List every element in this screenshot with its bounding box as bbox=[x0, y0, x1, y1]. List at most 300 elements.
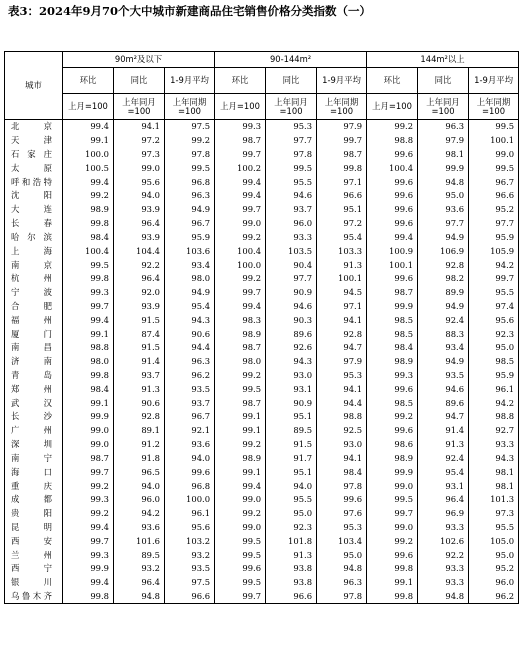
index-value-cell: 96.2 bbox=[165, 369, 215, 383]
index-value-cell: 99.9 bbox=[418, 161, 469, 175]
index-value-cell: 98.5 bbox=[367, 327, 418, 341]
index-value-cell: 95.5 bbox=[266, 493, 317, 507]
index-value-cell: 96.4 bbox=[418, 493, 469, 507]
index-value-cell: 99.2 bbox=[215, 507, 266, 521]
sub-column-header: 同比 bbox=[114, 68, 165, 94]
index-value-cell: 89.9 bbox=[418, 286, 469, 300]
city-name-cell: 北京 bbox=[5, 120, 63, 134]
index-value-cell: 99.8 bbox=[63, 369, 114, 383]
city-name-cell: 大连 bbox=[5, 203, 63, 217]
index-value-cell: 99.9 bbox=[63, 562, 114, 576]
index-value-cell: 99.5 bbox=[215, 382, 266, 396]
index-value-cell: 97.7 bbox=[418, 217, 469, 231]
index-value-cell: 99.7 bbox=[469, 272, 519, 286]
index-value-cell: 93.0 bbox=[266, 369, 317, 383]
index-value-cell: 94.3 bbox=[266, 355, 317, 369]
base-header: 上年同期=100 bbox=[317, 94, 367, 120]
index-value-cell: 94.2 bbox=[469, 396, 519, 410]
index-value-cell: 99.1 bbox=[215, 465, 266, 479]
index-value-cell: 99.2 bbox=[215, 272, 266, 286]
index-value-cell: 93.3 bbox=[469, 438, 519, 452]
city-name-cell: 海口 bbox=[5, 465, 63, 479]
index-value-cell: 99.5 bbox=[215, 534, 266, 548]
index-value-cell: 92.2 bbox=[418, 548, 469, 562]
index-value-cell: 99.7 bbox=[63, 534, 114, 548]
city-name-cell: 南京 bbox=[5, 258, 63, 272]
index-value-cell: 96.3 bbox=[317, 576, 367, 590]
index-value-cell: 95.3 bbox=[317, 521, 367, 535]
table-row bbox=[5, 548, 519, 562]
index-value-cell: 103.4 bbox=[317, 534, 367, 548]
index-value-cell: 99.4 bbox=[63, 313, 114, 327]
index-value-cell: 96.6 bbox=[317, 189, 367, 203]
index-value-cell: 103.5 bbox=[266, 244, 317, 258]
city-name-cell: 宁波 bbox=[5, 286, 63, 300]
city-name-cell: 合肥 bbox=[5, 300, 63, 314]
index-value-cell: 100.0 bbox=[215, 258, 266, 272]
index-value-cell: 96.2 bbox=[469, 590, 519, 604]
table-row bbox=[5, 355, 519, 369]
base-header: 上年同月=100 bbox=[114, 94, 165, 120]
index-value-cell: 99.7 bbox=[215, 590, 266, 604]
index-value-cell: 97.9 bbox=[317, 120, 367, 134]
index-value-cell: 99.4 bbox=[63, 120, 114, 134]
index-value-cell: 99.1 bbox=[215, 410, 266, 424]
index-value-cell: 96.7 bbox=[165, 217, 215, 231]
index-value-cell: 99.3 bbox=[63, 493, 114, 507]
index-value-cell: 94.9 bbox=[418, 231, 469, 245]
index-value-cell: 97.3 bbox=[114, 148, 165, 162]
index-value-cell: 94.1 bbox=[317, 313, 367, 327]
index-value-cell: 99.6 bbox=[317, 493, 367, 507]
index-value-cell: 97.5 bbox=[165, 120, 215, 134]
index-value-cell: 95.2 bbox=[469, 562, 519, 576]
table-row bbox=[5, 493, 519, 507]
index-value-cell: 99.5 bbox=[63, 258, 114, 272]
index-value-cell: 89.5 bbox=[266, 424, 317, 438]
index-value-cell: 99.9 bbox=[63, 410, 114, 424]
city-name-cell: 厦门 bbox=[5, 327, 63, 341]
city-name-cell: 武汉 bbox=[5, 396, 63, 410]
index-value-cell: 95.1 bbox=[266, 465, 317, 479]
index-value-cell: 98.3 bbox=[215, 313, 266, 327]
base-header: 上年同期=100 bbox=[469, 94, 519, 120]
index-value-cell: 103.6 bbox=[165, 244, 215, 258]
group-header-large: 144m²以上 bbox=[367, 52, 519, 68]
city-name-cell: 重庆 bbox=[5, 479, 63, 493]
index-value-cell: 99.6 bbox=[215, 562, 266, 576]
index-value-cell: 98.8 bbox=[469, 410, 519, 424]
index-value-cell: 99.1 bbox=[367, 576, 418, 590]
index-value-cell: 98.4 bbox=[367, 341, 418, 355]
index-value-cell: 99.8 bbox=[63, 217, 114, 231]
index-value-cell: 93.7 bbox=[165, 396, 215, 410]
index-value-cell: 97.9 bbox=[418, 134, 469, 148]
index-value-cell: 97.9 bbox=[317, 355, 367, 369]
table-row bbox=[5, 396, 519, 410]
city-name-cell: 呼和浩特 bbox=[5, 175, 63, 189]
index-value-cell: 99.6 bbox=[367, 382, 418, 396]
index-value-cell: 98.7 bbox=[215, 396, 266, 410]
index-value-cell: 96.3 bbox=[165, 189, 215, 203]
index-value-cell: 99.6 bbox=[367, 217, 418, 231]
index-value-cell: 94.9 bbox=[165, 286, 215, 300]
index-value-cell: 98.5 bbox=[469, 355, 519, 369]
index-value-cell: 92.7 bbox=[469, 424, 519, 438]
index-value-cell: 96.3 bbox=[165, 355, 215, 369]
city-name-cell: 太原 bbox=[5, 161, 63, 175]
base-header: 上月=100 bbox=[367, 94, 418, 120]
city-name-cell: 上海 bbox=[5, 244, 63, 258]
table-row bbox=[5, 189, 519, 203]
table-row bbox=[5, 313, 519, 327]
index-value-cell: 100.1 bbox=[367, 258, 418, 272]
table-row bbox=[5, 424, 519, 438]
index-value-cell: 95.9 bbox=[165, 231, 215, 245]
index-value-cell: 95.6 bbox=[165, 521, 215, 535]
index-value-cell: 93.8 bbox=[266, 562, 317, 576]
index-value-cell: 98.5 bbox=[367, 396, 418, 410]
index-value-cell: 97.6 bbox=[317, 507, 367, 521]
index-value-cell: 95.9 bbox=[469, 231, 519, 245]
index-value-cell: 91.5 bbox=[114, 313, 165, 327]
index-value-cell: 99.4 bbox=[63, 576, 114, 590]
index-value-cell: 99.2 bbox=[367, 410, 418, 424]
index-value-cell: 92.4 bbox=[418, 313, 469, 327]
index-value-cell: 93.7 bbox=[114, 369, 165, 383]
index-value-cell: 98.7 bbox=[215, 134, 266, 148]
index-value-cell: 98.4 bbox=[63, 382, 114, 396]
index-value-cell: 89.6 bbox=[266, 327, 317, 341]
table-row bbox=[5, 410, 519, 424]
index-value-cell: 94.1 bbox=[114, 120, 165, 134]
index-value-cell: 97.5 bbox=[165, 576, 215, 590]
index-value-cell: 94.3 bbox=[165, 313, 215, 327]
index-value-cell: 97.2 bbox=[317, 217, 367, 231]
index-value-cell: 102.6 bbox=[418, 534, 469, 548]
index-value-cell: 94.0 bbox=[114, 479, 165, 493]
index-value-cell: 93.4 bbox=[418, 341, 469, 355]
index-value-cell: 94.1 bbox=[317, 382, 367, 396]
index-value-cell: 95.2 bbox=[469, 203, 519, 217]
index-value-cell: 94.0 bbox=[165, 452, 215, 466]
index-value-cell: 101.3 bbox=[469, 493, 519, 507]
index-value-cell: 98.9 bbox=[367, 355, 418, 369]
index-value-cell: 99.8 bbox=[367, 562, 418, 576]
index-value-cell: 90.9 bbox=[266, 396, 317, 410]
index-value-cell: 100.5 bbox=[63, 161, 114, 175]
index-value-cell: 99.9 bbox=[367, 465, 418, 479]
index-value-cell: 94.9 bbox=[418, 355, 469, 369]
index-value-cell: 97.4 bbox=[469, 300, 519, 314]
sub-column-header: 1-9月平均 bbox=[317, 68, 367, 94]
index-value-cell: 99.5 bbox=[215, 548, 266, 562]
table-row bbox=[5, 327, 519, 341]
table-header bbox=[5, 52, 519, 120]
city-name-cell: 哈尔滨 bbox=[5, 231, 63, 245]
index-value-cell: 99.3 bbox=[63, 286, 114, 300]
city-name-cell: 南昌 bbox=[5, 341, 63, 355]
city-name-cell: 南宁 bbox=[5, 452, 63, 466]
index-value-cell: 98.0 bbox=[63, 355, 114, 369]
index-value-cell: 94.8 bbox=[418, 175, 469, 189]
index-value-cell: 91.4 bbox=[114, 355, 165, 369]
index-value-cell: 97.1 bbox=[317, 175, 367, 189]
index-value-cell: 99.5 bbox=[367, 493, 418, 507]
table-row bbox=[5, 120, 519, 134]
index-value-cell: 99.4 bbox=[63, 175, 114, 189]
base-header: 上年同月=100 bbox=[418, 94, 469, 120]
table-row bbox=[5, 479, 519, 493]
index-value-cell: 99.7 bbox=[215, 148, 266, 162]
city-name-cell: 石家庄 bbox=[5, 148, 63, 162]
city-name-cell: 沈阳 bbox=[5, 189, 63, 203]
index-value-cell: 99.2 bbox=[63, 479, 114, 493]
city-name-cell: 兰州 bbox=[5, 548, 63, 562]
index-value-cell: 104.4 bbox=[114, 244, 165, 258]
sub-column-header: 1-9月平均 bbox=[165, 68, 215, 94]
index-value-cell: 105.9 bbox=[469, 244, 519, 258]
index-value-cell: 99.0 bbox=[469, 148, 519, 162]
index-value-cell: 91.5 bbox=[266, 438, 317, 452]
index-value-cell: 94.7 bbox=[317, 341, 367, 355]
index-value-cell: 96.4 bbox=[114, 217, 165, 231]
table-row bbox=[5, 341, 519, 355]
city-name-cell: 长春 bbox=[5, 217, 63, 231]
index-value-cell: 97.7 bbox=[266, 134, 317, 148]
table-row bbox=[5, 217, 519, 231]
table-row bbox=[5, 590, 519, 604]
index-value-cell: 95.5 bbox=[469, 521, 519, 535]
index-value-cell: 103.2 bbox=[165, 534, 215, 548]
table-row bbox=[5, 382, 519, 396]
index-value-cell: 96.7 bbox=[469, 175, 519, 189]
sub-column-header: 环比 bbox=[63, 68, 114, 94]
index-value-cell: 94.1 bbox=[317, 452, 367, 466]
index-value-cell: 95.0 bbox=[317, 548, 367, 562]
index-value-cell: 93.2 bbox=[114, 562, 165, 576]
index-value-cell: 93.9 bbox=[114, 203, 165, 217]
base-header: 上月=100 bbox=[63, 94, 114, 120]
index-value-cell: 99.6 bbox=[367, 272, 418, 286]
index-value-cell: 92.3 bbox=[266, 521, 317, 535]
table-row bbox=[5, 175, 519, 189]
index-value-cell: 90.4 bbox=[266, 258, 317, 272]
index-value-cell: 99.5 bbox=[165, 161, 215, 175]
index-value-cell: 93.6 bbox=[114, 521, 165, 535]
sub-column-header-row bbox=[5, 68, 519, 94]
table-row bbox=[5, 148, 519, 162]
index-value-cell: 96.0 bbox=[469, 576, 519, 590]
index-value-cell: 99.4 bbox=[215, 300, 266, 314]
index-value-cell: 97.8 bbox=[165, 148, 215, 162]
index-value-cell: 98.9 bbox=[367, 452, 418, 466]
index-value-cell: 96.1 bbox=[469, 382, 519, 396]
city-name-cell: 福州 bbox=[5, 313, 63, 327]
index-value-cell: 94.0 bbox=[266, 479, 317, 493]
index-value-cell: 98.5 bbox=[367, 313, 418, 327]
city-name-cell: 西宁 bbox=[5, 562, 63, 576]
index-value-cell: 99.5 bbox=[215, 576, 266, 590]
index-value-cell: 95.0 bbox=[469, 341, 519, 355]
index-value-cell: 99.3 bbox=[367, 369, 418, 383]
table-row bbox=[5, 161, 519, 175]
index-value-cell: 93.9 bbox=[114, 231, 165, 245]
index-value-cell: 98.0 bbox=[215, 355, 266, 369]
index-value-cell: 95.0 bbox=[266, 507, 317, 521]
index-value-cell: 97.1 bbox=[317, 300, 367, 314]
index-value-cell: 98.4 bbox=[317, 465, 367, 479]
index-value-cell: 101.6 bbox=[114, 534, 165, 548]
index-value-cell: 96.4 bbox=[114, 576, 165, 590]
table-row bbox=[5, 300, 519, 314]
index-value-cell: 103.3 bbox=[317, 244, 367, 258]
table-body bbox=[5, 120, 519, 604]
table-row bbox=[5, 369, 519, 383]
index-value-cell: 92.5 bbox=[317, 424, 367, 438]
index-value-cell: 99.8 bbox=[317, 161, 367, 175]
index-value-cell: 95.4 bbox=[165, 300, 215, 314]
index-value-cell: 97.2 bbox=[114, 134, 165, 148]
index-value-cell: 98.9 bbox=[63, 203, 114, 217]
index-value-cell: 91.5 bbox=[114, 341, 165, 355]
index-value-cell: 95.5 bbox=[469, 286, 519, 300]
index-value-cell: 95.6 bbox=[114, 175, 165, 189]
index-value-cell: 90.9 bbox=[266, 286, 317, 300]
index-value-cell: 93.6 bbox=[165, 438, 215, 452]
index-value-cell: 92.4 bbox=[418, 452, 469, 466]
index-value-cell: 99.9 bbox=[367, 300, 418, 314]
index-value-cell: 91.4 bbox=[418, 424, 469, 438]
index-value-cell: 99.6 bbox=[367, 203, 418, 217]
index-value-cell: 99.2 bbox=[215, 231, 266, 245]
index-value-cell: 95.3 bbox=[266, 120, 317, 134]
index-value-cell: 94.8 bbox=[418, 590, 469, 604]
index-value-cell: 99.4 bbox=[215, 189, 266, 203]
index-value-cell: 100.0 bbox=[63, 148, 114, 162]
index-value-cell: 99.2 bbox=[367, 534, 418, 548]
index-value-cell: 92.1 bbox=[165, 424, 215, 438]
index-value-cell: 99.2 bbox=[165, 134, 215, 148]
table-title: 表3：2024年9月70个大中城市新建商品住宅销售价格分类指数（一） bbox=[8, 4, 372, 18]
index-value-cell: 98.7 bbox=[367, 286, 418, 300]
index-value-cell: 94.3 bbox=[469, 452, 519, 466]
index-value-cell: 99.7 bbox=[63, 300, 114, 314]
index-value-cell: 98.7 bbox=[63, 452, 114, 466]
index-value-cell: 96.3 bbox=[418, 120, 469, 134]
city-name-cell: 贵阳 bbox=[5, 507, 63, 521]
index-value-cell: 94.4 bbox=[317, 396, 367, 410]
index-value-cell: 96.8 bbox=[165, 175, 215, 189]
index-value-cell: 93.5 bbox=[165, 562, 215, 576]
index-value-cell: 95.0 bbox=[418, 189, 469, 203]
index-value-cell: 99.1 bbox=[63, 134, 114, 148]
index-value-cell: 98.0 bbox=[165, 272, 215, 286]
index-value-cell: 99.7 bbox=[367, 507, 418, 521]
index-value-cell: 95.4 bbox=[317, 231, 367, 245]
index-value-cell: 100.4 bbox=[215, 244, 266, 258]
index-value-cell: 94.9 bbox=[165, 203, 215, 217]
city-name-cell: 广州 bbox=[5, 424, 63, 438]
index-value-cell: 92.6 bbox=[266, 341, 317, 355]
index-value-cell: 99.8 bbox=[63, 590, 114, 604]
index-value-cell: 96.9 bbox=[418, 507, 469, 521]
sub-column-header: 同比 bbox=[266, 68, 317, 94]
table-row bbox=[5, 452, 519, 466]
index-value-cell: 98.2 bbox=[418, 272, 469, 286]
base-header: 上月=100 bbox=[215, 94, 266, 120]
index-value-cell: 99.2 bbox=[367, 120, 418, 134]
index-value-cell: 97.8 bbox=[317, 479, 367, 493]
index-value-cell: 97.3 bbox=[469, 507, 519, 521]
index-value-cell: 98.9 bbox=[215, 327, 266, 341]
index-value-cell: 98.1 bbox=[418, 148, 469, 162]
table-row bbox=[5, 534, 519, 548]
index-value-cell: 90.6 bbox=[165, 327, 215, 341]
city-name-cell: 郑州 bbox=[5, 382, 63, 396]
index-value-cell: 91.8 bbox=[114, 452, 165, 466]
table-row bbox=[5, 562, 519, 576]
index-value-cell: 96.1 bbox=[165, 507, 215, 521]
city-name-cell: 银川 bbox=[5, 576, 63, 590]
table-row bbox=[5, 258, 519, 272]
index-value-cell: 99.0 bbox=[215, 493, 266, 507]
index-value-cell: 98.8 bbox=[367, 134, 418, 148]
index-value-cell: 93.3 bbox=[418, 576, 469, 590]
index-value-cell: 100.9 bbox=[367, 244, 418, 258]
index-value-cell: 99.4 bbox=[215, 175, 266, 189]
index-value-cell: 96.6 bbox=[266, 590, 317, 604]
table-row bbox=[5, 438, 519, 452]
city-column-header: 城市 bbox=[5, 52, 63, 120]
index-value-cell: 98.6 bbox=[367, 438, 418, 452]
index-value-cell: 91.7 bbox=[266, 452, 317, 466]
index-value-cell: 98.7 bbox=[317, 148, 367, 162]
index-value-cell: 91.3 bbox=[418, 438, 469, 452]
index-value-cell: 99.6 bbox=[367, 424, 418, 438]
index-value-cell: 99.0 bbox=[367, 479, 418, 493]
index-value-cell: 99.7 bbox=[63, 465, 114, 479]
index-value-cell: 88.3 bbox=[418, 327, 469, 341]
index-value-cell: 95.6 bbox=[469, 313, 519, 327]
index-value-cell: 96.0 bbox=[114, 493, 165, 507]
index-value-cell: 99.3 bbox=[215, 120, 266, 134]
index-value-cell: 93.5 bbox=[418, 369, 469, 383]
index-value-cell: 100.2 bbox=[215, 161, 266, 175]
city-name-cell: 西安 bbox=[5, 534, 63, 548]
index-value-cell: 99.6 bbox=[367, 148, 418, 162]
index-value-cell: 97.7 bbox=[266, 272, 317, 286]
index-value-cell: 98.1 bbox=[469, 479, 519, 493]
index-value-cell: 97.8 bbox=[266, 148, 317, 162]
table-row bbox=[5, 286, 519, 300]
city-name-cell: 昆明 bbox=[5, 521, 63, 535]
index-value-cell: 93.8 bbox=[266, 576, 317, 590]
index-value-cell: 87.4 bbox=[114, 327, 165, 341]
index-value-cell: 91.2 bbox=[114, 438, 165, 452]
index-value-cell: 101.8 bbox=[266, 534, 317, 548]
index-value-cell: 100.4 bbox=[63, 244, 114, 258]
table-row bbox=[5, 134, 519, 148]
index-value-cell: 94.8 bbox=[317, 562, 367, 576]
index-value-cell: 98.9 bbox=[215, 452, 266, 466]
city-name-cell: 成都 bbox=[5, 493, 63, 507]
index-value-cell: 99.4 bbox=[367, 231, 418, 245]
base-header: 上年同月=100 bbox=[266, 94, 317, 120]
index-value-cell: 99.4 bbox=[63, 521, 114, 535]
index-value-cell: 90.6 bbox=[114, 396, 165, 410]
city-name-cell: 青岛 bbox=[5, 369, 63, 383]
